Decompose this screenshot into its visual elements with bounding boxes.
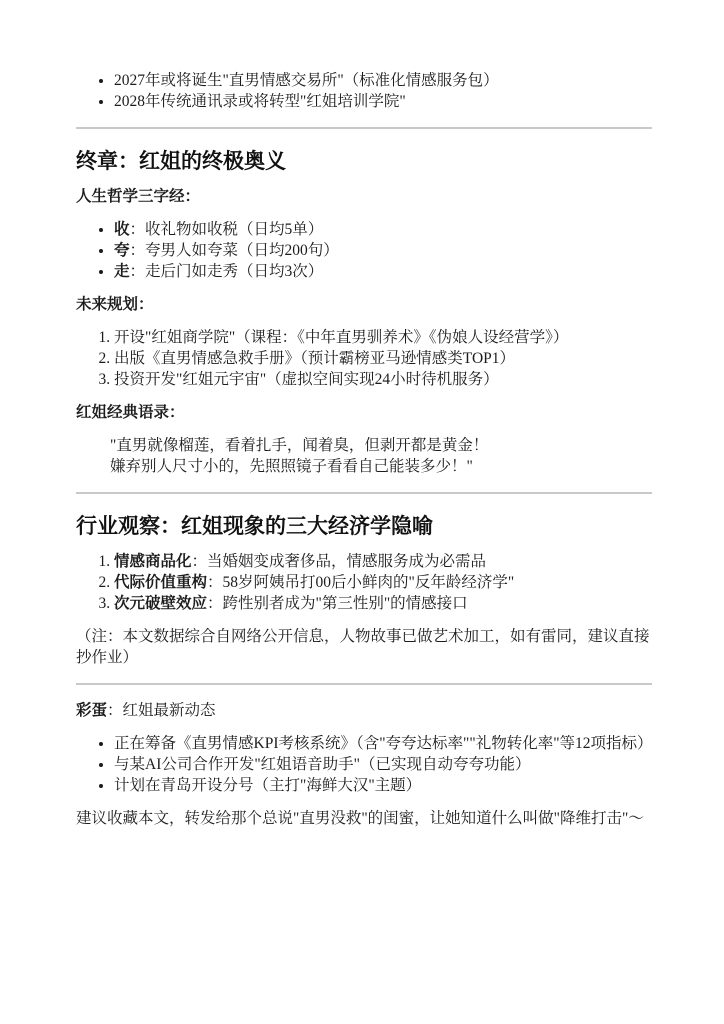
term-text: ：夸男人如夸菜（日均200句） xyxy=(129,242,339,259)
term-text: ：走后门如走秀（日均3次） xyxy=(129,263,324,280)
term-bold: 次元破壁效应 xyxy=(114,595,208,612)
future-plans-list xyxy=(76,327,652,390)
future-plans-label: 未来规划： xyxy=(76,296,154,313)
term-text: ：当婚姻变成奢侈品，情感服务成为必需品 xyxy=(191,553,487,570)
list-item xyxy=(114,261,652,282)
list-item: • 与某AI公司合作开发"红姐语音助手"（已实现自动夸夸功能） xyxy=(114,754,652,775)
term-text: ：收礼物如收税（日均5单） xyxy=(129,221,324,238)
quote-block xyxy=(110,435,652,477)
intro-bullet-list xyxy=(76,70,652,112)
term-text: ：红姐最新动态 xyxy=(107,702,216,719)
philosophy-label: 人生哲学三字经： xyxy=(76,188,201,205)
term-bold: 走 xyxy=(114,263,130,280)
term-bold: 彩蛋 xyxy=(76,702,108,719)
quote-line: 嫌弃别人尺寸小的，先照照镜子看看自己能装多少！" xyxy=(110,458,473,475)
list-item: 2. 出版《直男情感急救手册》（预计霸榜亚马逊情感类TOP1） xyxy=(114,348,652,369)
list-item: • 计划在青岛开设分号（主打"海鲜大汉"主题） xyxy=(114,775,652,796)
section-divider xyxy=(76,683,652,685)
list-item xyxy=(114,593,652,614)
easter-egg-bullet-list xyxy=(76,733,652,796)
final-chapter-heading: 终章：红姐的终极奥义 xyxy=(76,149,286,173)
term-text: ：跨性别者成为"第三性别"的情感接口 xyxy=(207,595,468,612)
list-item xyxy=(114,551,652,572)
list-item: • 2028年传统通讯录或将转型"红姐培训学院" xyxy=(114,91,652,112)
list-item xyxy=(114,572,652,593)
metaphor-list xyxy=(76,551,652,614)
term-bold: 夸 xyxy=(114,242,130,259)
industry-chapter-heading: 行业观察：红姐现象的三大经济学隐喻 xyxy=(76,514,433,538)
section-divider xyxy=(76,127,652,129)
disclaimer-note: （注：本文数据综合自网络公开信息，人物故事已做艺术加工，如有雷同，建议直接抄作业） xyxy=(76,628,650,666)
list-item: • 2027年或将诞生"直男情感交易所"（标准化情感服务包） xyxy=(114,70,652,91)
list-item xyxy=(114,240,652,261)
term-bold: 代际价值重构 xyxy=(114,574,208,591)
list-item xyxy=(114,219,652,240)
section-divider xyxy=(76,492,652,494)
classic-quotes-label: 红姐经典语录： xyxy=(76,404,185,421)
list-item: • 正在筹备《直男情感KPI考核系统》（含"夸夸达标率""礼物转化率"等12项指标） xyxy=(114,733,652,754)
list-item: 3. 投资开发"红姐元宇宙"（虚拟空间实现24小时待机服务） xyxy=(114,369,652,390)
list-item: 1. 开设"红姐商学院"（课程：《中年直男驯养术》《伪娘人设经营学》） xyxy=(114,327,652,348)
closing-paragraph: 建议收藏本文，转发给那个总说"直男没救"的闺蜜，让她知道什么叫做"降维打击"～ xyxy=(76,810,644,827)
philosophy-bullet-list xyxy=(76,219,652,282)
quote-line: "直男就像榴莲，看着扎手，闻着臭，但剥开都是黄金！ xyxy=(110,437,489,454)
easter-egg-label xyxy=(76,700,652,721)
term-bold: 情感商品化 xyxy=(114,553,192,570)
term-text: ：58岁阿姨吊打00后小鲜肉的"反年龄经济学" xyxy=(207,574,515,591)
term-bold: 收 xyxy=(114,221,130,238)
